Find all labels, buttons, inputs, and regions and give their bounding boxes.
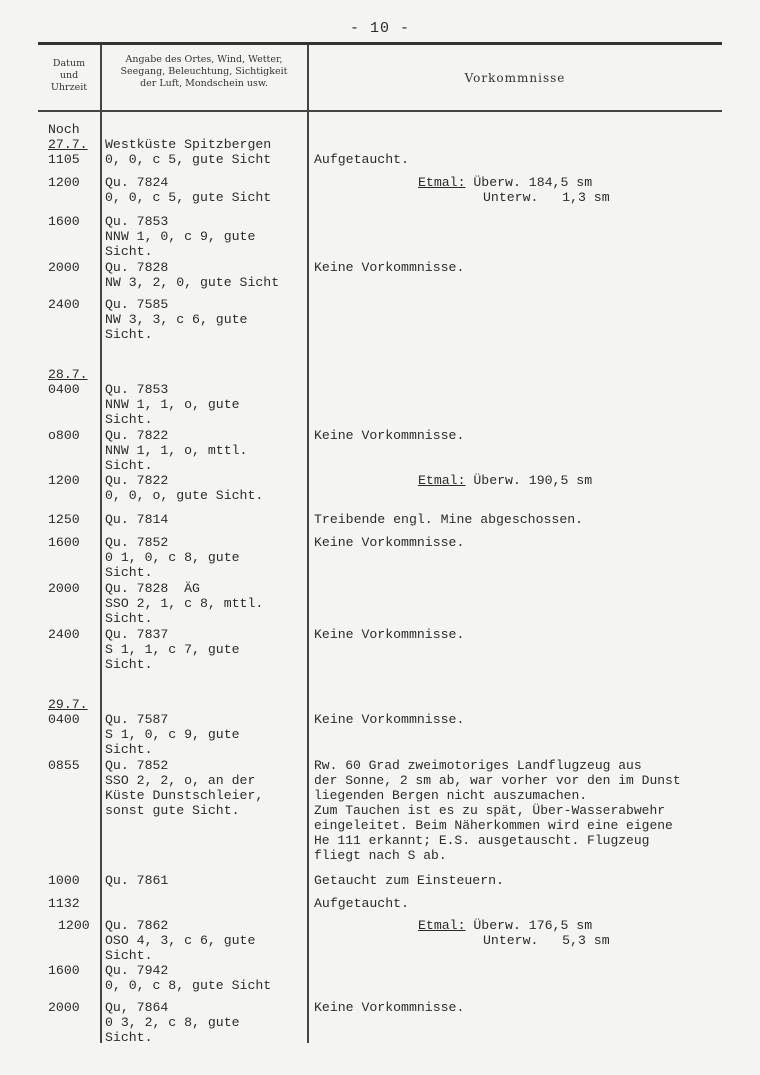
entry-weather: Sicht. <box>105 327 153 342</box>
entry-weather: 0, 0, c 5, gute Sicht <box>105 152 272 167</box>
etmal-surface: Überw. 184,5 sm <box>465 175 593 190</box>
etmal-surface: Überw. 190,5 sm <box>465 473 593 488</box>
entry-time: 2000 <box>48 1000 80 1015</box>
entry-weather: Sicht. <box>105 244 153 259</box>
entry-time: 2400 <box>48 297 80 312</box>
etmal-label: Etmal: <box>418 918 466 933</box>
entry-time: 0400 <box>48 712 80 727</box>
entry-weather: NW 3, 2, 0, gute Sicht <box>105 275 280 290</box>
entry-place: Qu. 7824 <box>105 175 169 190</box>
entry-time: 1105 <box>48 152 80 167</box>
etmal-submerged: Unterw. 5,3 sm <box>483 933 610 948</box>
header-rule <box>38 110 722 112</box>
etmal-block <box>418 473 592 488</box>
header-date-time: Datum und Uhrzeit <box>50 58 88 93</box>
entry-place: Qu. 7822 <box>105 428 169 443</box>
entry-event: Aufgetaucht. <box>314 896 409 911</box>
entry-place: Qu. 7828 <box>105 260 169 275</box>
entry-time: 1200 <box>48 473 80 488</box>
entry-weather: SSO 2, 2, o, an der <box>105 773 256 788</box>
entry-weather: NNW 1, 1, o, gute <box>105 397 240 412</box>
column-divider-1 <box>100 45 102 1043</box>
entry-event: Getaucht zum Einsteuern. <box>314 873 504 888</box>
entry-event: Keine Vorkommnisse. <box>314 627 465 642</box>
entry-place: Qu. 7942 <box>105 963 169 978</box>
entry-time: 1600 <box>48 963 80 978</box>
etmal-block <box>418 918 592 933</box>
entry-weather: NNW 1, 0, c 9, gute <box>105 229 256 244</box>
entry-weather: Sicht. <box>105 657 153 672</box>
entry-event: Aufgetaucht. <box>314 152 409 167</box>
entry-time: 1600 <box>48 535 80 550</box>
top-rule <box>38 42 722 45</box>
date-28-7: 28.7. <box>48 367 88 382</box>
entry-weather: Sicht. <box>105 611 153 626</box>
entry-weather: Sicht. <box>105 948 153 963</box>
entry-time: 0855 <box>48 758 80 773</box>
entry-weather: sonst gute Sicht. <box>105 803 240 818</box>
entry-place: Qu. 7814 <box>105 512 169 527</box>
event-line: He 111 erkannt; E.S. ausgetauscht. Flugzeug <box>314 833 650 848</box>
entry-weather: Sicht. <box>105 565 153 580</box>
etmal-label: Etmal: <box>418 473 466 488</box>
entry-weather: S 1, 0, c 9, gute <box>105 727 240 742</box>
event-line: liegenden Bergen nicht auszumachen. <box>314 788 588 803</box>
entry-place: Qu. 7861 <box>105 873 169 888</box>
entry-event: Treibende engl. Mine abgeschossen. <box>314 512 584 527</box>
entry-place: Westküste Spitzbergen <box>105 137 272 152</box>
entry-place: Qu. 7853 <box>105 214 169 229</box>
entry-weather: Sicht. <box>105 458 153 473</box>
entry-time: 2400 <box>48 627 80 642</box>
entry-time: 1600 <box>48 214 80 229</box>
entry-weather: 0, 0, c 5, gute Sicht <box>105 190 272 205</box>
entry-time: 1132 <box>48 896 80 911</box>
entry-weather: 0 1, 0, c 8, gute <box>105 550 240 565</box>
entry-event: Keine Vorkommnisse. <box>314 535 465 550</box>
event-line: eingeleitet. Beim Näherkommen wird eine eigene <box>314 818 673 833</box>
etmal-surface: Überw. 176,5 sm <box>465 918 593 933</box>
entry-place: Qu. 7828 ÄG <box>105 581 200 596</box>
entry-weather: NNW 1, 1, o, mttl. <box>105 443 248 458</box>
entry-place: Qu, 7864 <box>105 1000 169 1015</box>
entry-place: Qu. 7853 <box>105 382 169 397</box>
entry-weather: 0, 0, c 8, gute Sicht <box>105 978 272 993</box>
entry-time: 1200 <box>48 175 80 190</box>
date-27-7: 27.7. <box>48 137 88 152</box>
entry-place: Qu. 7852 <box>105 758 169 773</box>
entry-place: Qu. 7822 <box>105 473 169 488</box>
entry-event: Keine Vorkommnisse. <box>314 428 465 443</box>
event-line: der Sonne, 2 sm ab, war vorher vor den im Dunst <box>314 773 681 788</box>
entry-time: o800 <box>48 428 80 443</box>
entry-weather: Küste Dunstschleier, <box>105 788 264 803</box>
entry-event: Keine Vorkommnisse. <box>314 712 465 727</box>
entry-time: 1200 <box>58 918 90 933</box>
entry-place: Qu. 7585 <box>105 297 169 312</box>
entry-weather: S 1, 1, c 7, gute <box>105 642 240 657</box>
entry-time: 2000 <box>48 581 80 596</box>
entry-place: Qu. 7587 <box>105 712 169 727</box>
entry-place: Qu. 7837 <box>105 627 169 642</box>
entry-time: 0400 <box>48 382 80 397</box>
date-29-7: 29.7. <box>48 697 88 712</box>
entry-time: 1250 <box>48 512 80 527</box>
column-divider-2 <box>307 45 309 1043</box>
entry-weather: Sicht. <box>105 412 153 427</box>
entry-event: Keine Vorkommnisse. <box>314 260 465 275</box>
entry-weather: Sicht. <box>105 742 153 757</box>
header-place-weather: Angabe des Ortes, Wind, Wetter, Seegang, Beleuchtung, Sichtigkeit der Luft, Mondschein usw. <box>120 54 288 89</box>
etmal-block <box>418 175 592 190</box>
entry-weather: NW 3, 3, c 6, gute <box>105 312 248 327</box>
event-line: Rw. 60 Grad zweimotoriges Landflugzeug aus <box>314 758 642 773</box>
entry-weather: OSO 4, 3, c 6, gute <box>105 933 256 948</box>
entry-weather: Sicht. <box>105 1030 153 1045</box>
header-events: Vorkommnisse <box>464 71 566 85</box>
entry-weather: 0 3, 2, c 8, gute <box>105 1015 240 1030</box>
entry-place: Qu. 7862 <box>105 918 169 933</box>
event-line: fliegt nach S ab. <box>314 848 447 863</box>
etmal-submerged: Unterw. 1,3 sm <box>483 190 610 205</box>
entry-weather: 0, 0, o, gute Sicht. <box>105 488 264 503</box>
entry-weather: SSO 2, 1, c 8, mttl. <box>105 596 264 611</box>
entry-time: 2000 <box>48 260 80 275</box>
etmal-label: Etmal: <box>418 175 466 190</box>
entry-event: Keine Vorkommnisse. <box>314 1000 465 1015</box>
noch-label: Noch <box>48 122 80 137</box>
event-line: Zum Tauchen ist es zu spät, Über-Wasserabwehr <box>314 803 666 818</box>
entry-place: Qu. 7852 <box>105 535 169 550</box>
page-number: - 10 - <box>349 20 410 37</box>
entry-time: 1000 <box>48 873 80 888</box>
